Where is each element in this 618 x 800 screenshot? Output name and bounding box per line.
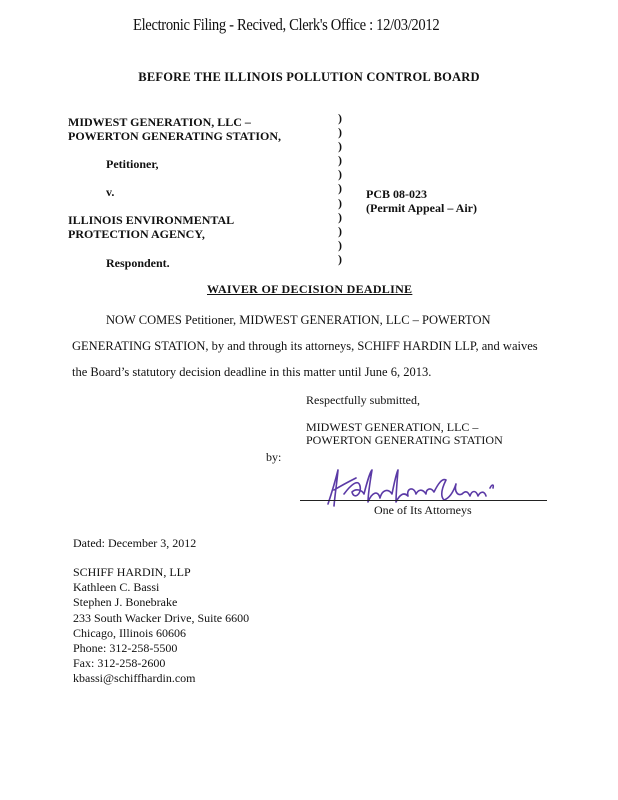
versus: v.	[106, 185, 115, 199]
petitioner-role: Petitioner,	[106, 157, 159, 171]
dated-line: Dated: December 3, 2012	[73, 536, 197, 550]
respondent-role: Respondent.	[106, 256, 170, 270]
case-block	[366, 187, 477, 215]
phone-number: Phone: 312-258-5500	[73, 641, 178, 656]
petitioner-name-line1: MIDWEST GENERATION, LLC –	[68, 115, 251, 129]
address-city: Chicago, Illinois 60606	[73, 625, 186, 640]
body-line-2: GENERATING STATION, by and through its attorneys, SCHIFF HARDIN LLP, and waives	[72, 339, 538, 353]
paren: )	[338, 167, 342, 182]
filing-stamp: Electronic Filing - Recived, Clerk's Office : 12/03/2012	[133, 15, 440, 34]
board-title: BEFORE THE ILLINOIS POLLUTION CONTROL BOARD	[138, 70, 480, 84]
attorney-name: Kathleen C. Bassi	[73, 580, 160, 595]
paren: )	[338, 111, 342, 125]
contact-block	[73, 565, 249, 687]
respondent-name-line1: ILLINOIS ENVIRONMENTAL	[68, 213, 235, 227]
paren: )	[338, 209, 342, 224]
party-line-2: POWERTON GENERATING STATION	[306, 433, 503, 447]
body-line-3: the Board’s statutory decision deadline in this matter until June 6, 2013.	[72, 365, 432, 379]
case-number: PCB 08-023	[366, 187, 427, 201]
address-street: 233 South Wacker Drive, Suite 6600	[73, 610, 250, 625]
respondent-name-line2: PROTECTION AGENCY,	[68, 227, 205, 241]
case-type: (Permit Appeal – Air)	[366, 201, 477, 215]
paren: )	[338, 237, 342, 252]
caption-parentheses	[338, 111, 342, 266]
paren: )	[338, 181, 342, 196]
paren: )	[338, 195, 342, 210]
respectfully-submitted: Respectfully submitted,	[306, 393, 420, 407]
body-line-1: NOW COMES Petitioner, MIDWEST GENERATION, LLC – POWERTON	[106, 313, 491, 327]
paren: )	[338, 125, 342, 140]
by-label: by:	[266, 450, 282, 464]
paren: )	[338, 223, 342, 238]
paren: )	[338, 139, 342, 154]
signature-line	[300, 500, 547, 501]
attorney-name: Stephen J. Bonebrake	[73, 595, 178, 610]
party-line-1: MIDWEST GENERATION, LLC –	[306, 420, 479, 434]
signer-role: One of Its Attorneys	[374, 503, 472, 517]
firm-name: SCHIFF HARDIN, LLP	[73, 565, 191, 579]
document-heading: WAIVER OF DECISION DEADLINE	[207, 282, 413, 296]
fax-number: Fax: 312-258-2600	[73, 656, 166, 671]
petitioner-name-line2: POWERTON GENERATING STATION,	[68, 129, 282, 143]
paren: )	[338, 153, 342, 168]
email-address: kbassi@schiffhardin.com	[73, 671, 196, 686]
paren: )	[338, 251, 342, 266]
